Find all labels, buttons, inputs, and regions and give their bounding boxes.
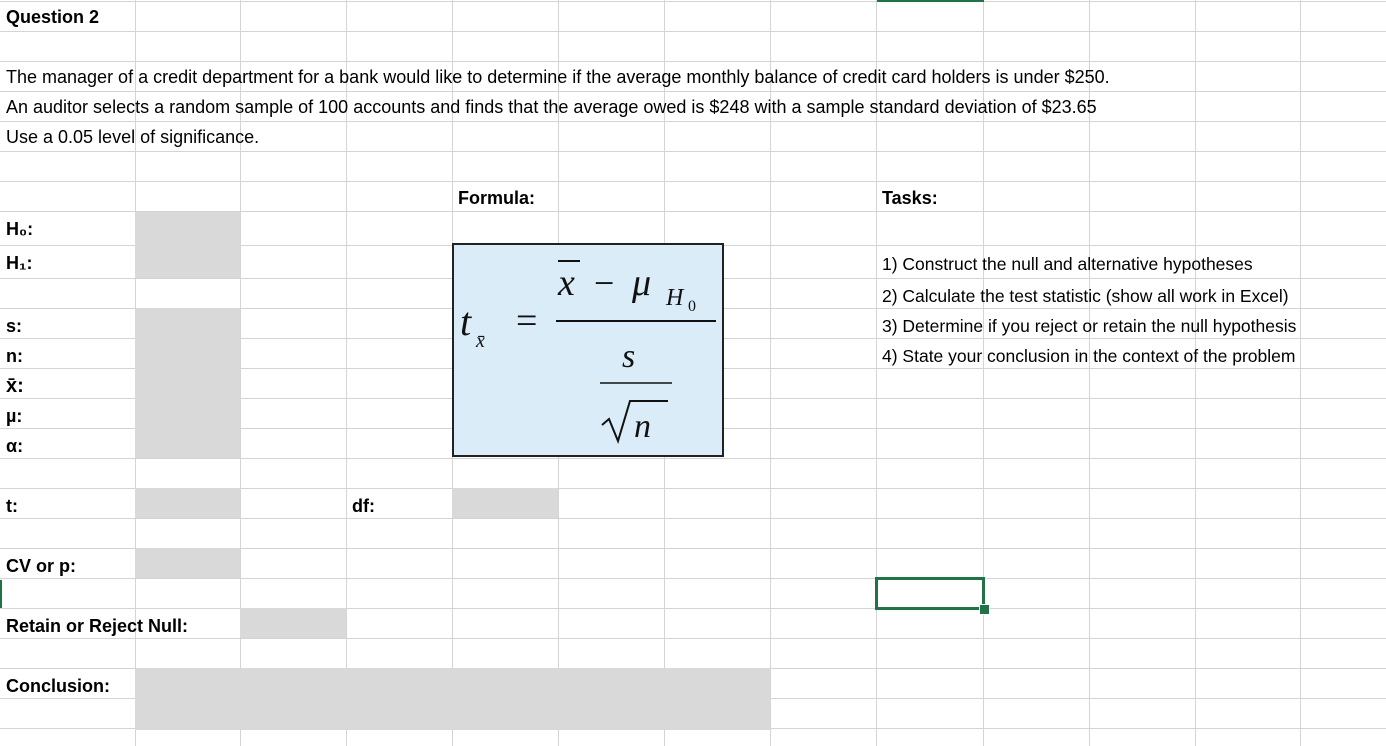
formula-h: H <box>666 285 684 311</box>
t-statistic-formula <box>452 243 724 457</box>
column-gridline <box>1195 0 1196 746</box>
retain-reject-label: Retain or Reject Null: <box>6 616 189 636</box>
row-gridline <box>0 578 1386 579</box>
formula-t: t <box>460 299 472 344</box>
row-gridline <box>0 151 1386 152</box>
column-gridline <box>1300 0 1301 746</box>
cv-or-p-label: CV or p: <box>6 556 76 576</box>
alpha-label: α: <box>6 436 24 456</box>
formula-mu: μ <box>632 262 652 304</box>
row-gridline <box>0 181 1386 182</box>
row-gridline <box>0 638 1386 639</box>
h0-label: H₀: <box>6 219 34 239</box>
row-gridline <box>0 608 1386 609</box>
problem-line-3: Use a 0.05 level of significance. <box>6 127 260 147</box>
t-input-cell[interactable] <box>135 488 240 518</box>
row-gridline <box>0 458 1386 459</box>
task-item: 1) Construct the null and alternative hypotheses <box>882 254 1253 274</box>
df-input-cell[interactable] <box>452 488 558 518</box>
cv-or-p-input-cell[interactable] <box>135 548 240 578</box>
formula-t-subscript: x̄ <box>476 330 485 352</box>
s-label: s: <box>6 316 23 336</box>
selected-column-indicator <box>877 0 984 2</box>
fill-handle[interactable] <box>979 604 990 615</box>
n-label: n: <box>6 346 23 366</box>
mu-label: µ: <box>6 406 23 426</box>
xbar-label: x̄: <box>6 375 24 397</box>
h1-label: H₁: <box>6 253 33 273</box>
formula-s: s <box>622 338 636 375</box>
conclusion-label: Conclusion: <box>6 676 110 696</box>
df-label: df: <box>352 496 375 516</box>
problem-line-2: An auditor selects a random sample of 100 accounts and finds that the average owed is $248 with a sample standard deviation of $23.65 <box>6 97 1097 117</box>
retain-reject-input-cell[interactable] <box>240 608 346 638</box>
formula-minus: − <box>594 263 615 303</box>
task-item: 3) Determine if you reject or retain the null hypothesis <box>882 316 1297 336</box>
formula-zero: 0 <box>688 298 696 315</box>
question-title: Question 2 <box>6 7 100 27</box>
row-gridline <box>0 518 1386 519</box>
row-gridline <box>0 1 1386 2</box>
values-input-cells[interactable] <box>135 308 240 458</box>
tasks-heading: Tasks: <box>882 188 938 208</box>
row-gridline <box>0 121 1386 122</box>
conclusion-input-cell[interactable] <box>135 668 770 730</box>
row-gridline <box>0 91 1386 92</box>
formula-xbar: x <box>558 262 575 304</box>
row-gridline <box>0 31 1386 32</box>
selected-row-indicator <box>0 580 2 608</box>
formula-n: n <box>634 408 651 445</box>
active-cell[interactable] <box>875 577 985 610</box>
hypotheses-input-cells[interactable] <box>135 212 240 278</box>
formula-heading: Formula: <box>458 188 536 208</box>
formula-graphic <box>454 245 722 455</box>
task-item: 2) Calculate the test statistic (show all work in Excel) <box>882 286 1289 306</box>
formula-equals: = <box>516 300 538 342</box>
t-label: t: <box>6 496 18 516</box>
task-item: 4) State your conclusion in the context of the problem <box>882 346 1296 366</box>
row-gridline <box>0 61 1386 62</box>
problem-line-1: The manager of a credit department for a bank would like to determine if the average monthly balance of credit card holders is under $250. <box>6 67 1110 87</box>
